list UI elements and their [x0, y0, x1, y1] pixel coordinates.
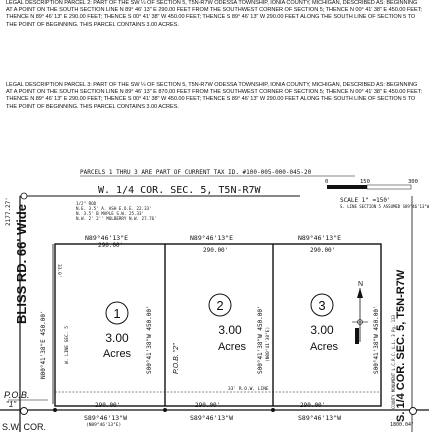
parcel-3	[310, 294, 339, 353]
w-line-sec-label: W. LINE SEC. 5	[65, 326, 70, 364]
bottom-bearing-3: S89°46'13"W	[298, 414, 342, 422]
parcel-1	[103, 302, 132, 360]
pob-label: P.O.B.	[4, 390, 30, 400]
scale-black-segment	[327, 185, 367, 189]
bottom-dist-1: 290.00'	[95, 402, 121, 409]
scale-tick-0: 0	[325, 179, 329, 185]
bench-line-4: N. 3.5' B MAPLE S.W. 25.33'	[76, 211, 145, 216]
line-sub-2: (N00°41'38"E)	[266, 326, 271, 362]
parcel-3-unit: Acres	[309, 341, 339, 353]
pob-3-point	[271, 408, 275, 412]
sw-corner-monument	[21, 408, 28, 415]
scale-bar	[325, 179, 418, 189]
survey-drawing	[0, 164, 429, 432]
line-bearing-3: S00°41'38"W 450.00'	[373, 305, 380, 374]
north-arrow-head	[357, 288, 363, 298]
top-dist-1: 290.00'	[98, 242, 124, 249]
parcel-2	[209, 294, 247, 353]
pob-2-marker: P.O.B. "2"	[173, 343, 180, 374]
scale-text: SCALE 1" =150'	[340, 197, 391, 204]
dist-1800: 1800.04'	[390, 422, 415, 428]
top-bearing-2: N89°46'13"E	[190, 234, 234, 242]
pob-number: "1"	[6, 400, 17, 409]
parcel-1-unit: Acres	[102, 348, 132, 360]
scale-tick-150: 150	[360, 179, 370, 185]
bottom-bearing-2: S89°46'13"W	[190, 414, 234, 422]
tax-id-header: PARCELS 1 THRU 3 ARE PART OF CURRENT TAX ID. #100-005-000-045-20	[80, 169, 312, 176]
bottom-bearing-sub: (N89°46'13"E)	[86, 423, 122, 428]
north-label: N	[358, 281, 364, 288]
parcel-1-number: 1	[113, 306, 121, 321]
row-line-label: 33' R.O.W. LINE	[228, 387, 269, 392]
pob-2-point	[163, 408, 167, 412]
south-quarter-corner-label: S. 1/4 COR. SEC. 5, T5N-R7W	[395, 269, 407, 422]
bottom-dist-2: 290.00'	[195, 402, 221, 409]
line-bearing-2: S00°41'38"W 450.00'	[257, 305, 264, 374]
legal-description-parcel-3: LEGAL DESCRIPTION PARCEL 3: PART OF THE SW ¼ OF SECTION 5, T5N-R7W ODESSA TOWNSHIP, IONIA COUNTY, MICHIGAN, DESCRIBED AS: BEGINNING AT A POINT ON THE SOUTH SECTION LINE N 89° 46' 13" E 870.00 FEET FROM THE SOUTHWEST CORNER OF SECTION 5; THENCE N 00° 41' 38" E 450.00 FEET; THENCE N 89° 46' 13" E 290.00 FEET; THENCE S 00° 41' 38" W 450.00 FEET; THENCE S 89° 46' 13" W 290.00 FEET ALONG THE SOUTH LINE OF SECTION 5 TO THE POINT OF BEGINNING. THIS PARCEL CONTAINS 3.00 ACRES.	[6, 82, 422, 110]
top-bearing-3: N89°46'13"E	[298, 234, 342, 242]
top-dist-3: 290.00'	[310, 247, 336, 254]
top-bearing-1: N89°46'13"E	[85, 234, 129, 242]
quarter-corner-monument	[21, 193, 27, 199]
north-arrow	[352, 281, 368, 344]
quarter-corner-label: W. 1/4 COR. SEC. 5, T5N-R7W	[98, 185, 261, 196]
s-quarter-monument	[410, 408, 417, 415]
road-33-dim: 33.0'	[56, 264, 61, 278]
top-dist-2: 290.00'	[203, 247, 229, 254]
bench-line-1: 1/2" ROD	[76, 201, 97, 206]
parcel-1-acres: 3.00	[105, 331, 129, 345]
county-monument-note: COUNTY MONUMENT L.C.R.C. L.L. 3 Pg. 133	[391, 315, 396, 409]
north-arrow-bar	[355, 328, 359, 344]
parcel-3-number: 3	[318, 298, 326, 313]
bliss-road-label: BLISS RD. 66' Wide	[14, 204, 29, 324]
legal-description-parcel-2: LEGAL DESCRIPTION PARCEL 2: PART OF THE SW ¼ OF SECTION 5, T5N-R7W ODESSA TOWNSHIP, IONIA COUNTY, MICHIGAN, DESCRIBED AS: BEGINNING AT A POINT ON THE SOUTH SECTION LINE N 89° 46' 13" E 290.00 FEET FROM THE SOUTHWEST CORNER OF SECTION 5; THENCE N 00° 41' 38" E 450.00 FEET; THENCE N 89° 46' 13" E 290.00 FEET; THENCE S 00° 41' 38" W 450.00 FEET; THENCE S 89° 46' 13" W 290.00 FEET ALONG THE SOUTH LINE OF SECTION 5 TO THE POINT OF BEGINNING. THIS PARCEL CONTAINS 3.00 ACRES.	[6, 0, 422, 28]
sw-corner-label: S.W. COR.	[2, 422, 47, 432]
bottom-dist-3: 290.00'	[300, 402, 326, 409]
left-line-bearing: N00°41'38"E 450.00'	[40, 310, 47, 379]
parcel-2-unit: Acres	[217, 341, 247, 353]
line-bearing-1: S00°41'38"W 450.00'	[146, 305, 153, 374]
road-left-dim: 2177.27'	[5, 197, 12, 226]
section-note: S. LINE SECTION 5 ASSUMED S89°46'13"W	[340, 204, 429, 209]
bench-line-5: N.W. 2' 2'' MULBERRY N.W. 27.76'	[76, 216, 157, 221]
bottom-bearing-1: S89°46'13"W	[84, 414, 128, 422]
bench-line-2: N.E. 3.5' A. ASH E.O.E. 22.33'	[76, 206, 152, 211]
pob-1-point	[53, 408, 57, 412]
parcel-2-number: 2	[216, 298, 224, 313]
parcel-3-acres: 3.00	[310, 323, 334, 337]
scale-tick-300: 300	[408, 179, 418, 185]
scale-white-segment	[367, 185, 411, 189]
parcel-2-acres: 3.00	[218, 323, 242, 337]
